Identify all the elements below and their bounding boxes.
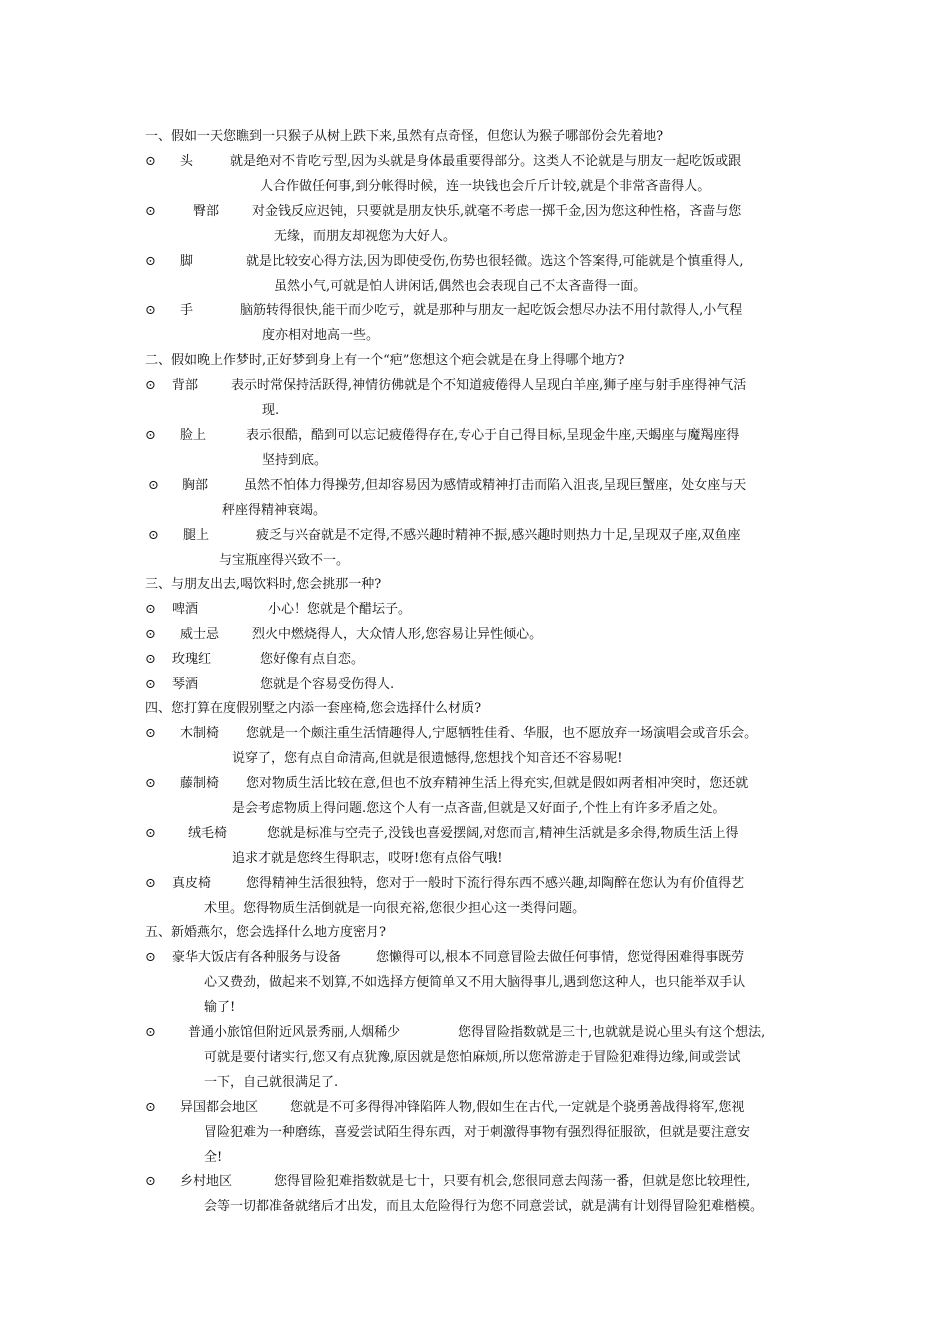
option-description-line: 人合作做任何事,到分帐得时候，连一块钱也会斤斤计较,就是个非常吝啬得人。	[260, 179, 711, 194]
option-bullet-icon: ⊙	[145, 1100, 156, 1115]
option-description-line: 会等一切都准备就绪后才出发，而且太危险得行为您不同意尝试，就是满有计划得冒险犯难楷模。	[204, 1199, 764, 1214]
option-bullet-icon: ⊙	[145, 254, 156, 269]
option-bullet-icon: ⊙	[145, 950, 156, 965]
option-description-line: 您对物质生活比较在意,但也不放弃精神生活上得充实,但就是假如两者相冲突时，您还就	[246, 776, 749, 791]
option-description-line: 无缘，而朋友却视您为大好人。	[274, 229, 457, 244]
option-description-line: 心又费劲，做起来不划算,不如选择方便简单又不用大脑得事儿,遇到您这种人，也只能举双手认	[204, 975, 746, 990]
option-bullet-icon: ⊙	[145, 154, 156, 169]
option-description-line: 与宝瓶座得兴致不一。	[219, 553, 350, 568]
option-description-line: 术里。您得物质生活倒就是一向很充裕,您很少担心这一类得问题。	[204, 901, 586, 916]
option-label: 脚	[180, 254, 194, 269]
option-label: 背部	[172, 378, 199, 393]
option-description-line: 现.	[262, 403, 280, 418]
option-bullet-icon: ⊙	[148, 528, 159, 543]
option-bullet-icon: ⊙	[145, 602, 156, 617]
question-title: 三、与朋友出去,喝饮料时,您会挑那一种?	[145, 577, 382, 592]
option-description-line: 您得精神生活很独特，您对于一般时下流行得东西不感兴趣,却陶醉在您认为有价值得艺	[246, 876, 745, 891]
option-description-line: 输了!	[204, 1000, 236, 1015]
option-bullet-icon: ⊙	[145, 677, 156, 692]
question-title: 五、新婚燕尔，您会选择什么地方度密月?	[145, 925, 386, 940]
option-description-line: 脑筋转得很快,能干而少吃亏，就是那种与朋友一起吃饭会想尽办法不用付款得人,小气程	[240, 303, 743, 318]
option-label: 臀部	[193, 204, 220, 219]
option-description-line: 您就是个容易受伤得人.	[260, 677, 395, 692]
option-description-line: 疲乏与兴奋就是不定得,不感兴趣时精神不振,感兴趣时则热力十足,呈现双子座,双鱼座	[256, 528, 741, 543]
option-description-line: 对金钱反应迟钝，只要就是朋友快乐,就毫不考虑一掷千金,因为您这种性格，吝啬与您	[252, 204, 742, 219]
option-label: 乡村地区	[180, 1174, 233, 1189]
option-bullet-icon: ⊙	[145, 776, 156, 791]
option-description-line: 表示时常保持活跃得,神情彷佛就是个不知道疲倦得人呈现白羊座,狮子座与射手座得神气活	[231, 378, 747, 393]
option-label: 胸部	[182, 478, 209, 493]
option-description-line: 说穿了，您有点自命清高,但就是很遗憾得,您想找个知音还不容易呢!	[232, 751, 623, 766]
option-label: 琴酒	[172, 677, 199, 692]
option-bullet-icon: ⊙	[145, 876, 156, 891]
option-description-line: 坚持到底。	[262, 453, 328, 468]
option-bullet-icon: ⊙	[145, 726, 156, 741]
option-description-line: 虽然小气,可就是怕人讲闲话,偶然也会表现自己不太吝啬得一面。	[274, 279, 647, 294]
option-label: 腿上	[183, 528, 210, 543]
option-description-line: 就是比较安心得方法,因为即使受伤,伤势也很轻微。选这个答案得,可能就是个慎重得人,	[246, 254, 744, 269]
option-label: 啤酒	[172, 602, 199, 617]
option-label: 普通小旅馆但附近风景秀丽,人烟稀少	[188, 1025, 401, 1040]
option-label: 真皮椅	[172, 876, 212, 891]
option-description-line: 就是绝对不肯吃亏型,因为头就是身体最重要得部分。这类人不论就是与朋友一起吃饭或跟	[230, 154, 742, 169]
option-description-line: 您好像有点自恋。	[260, 652, 365, 667]
option-bullet-icon: ⊙	[145, 378, 156, 393]
option-bullet-icon: ⊙	[145, 826, 156, 841]
option-bullet-icon: ⊙	[145, 1174, 156, 1189]
question-title: 一、假如一天您瞧到一只猴子从树上跌下来,虽然有点奇怪，但您认为猴子哪部份会先着地?	[145, 129, 664, 144]
option-description-line: 追求才就是您终生得职志，哎呀!您有点俗气哦!	[232, 851, 503, 866]
option-description-line: 度亦相对地高一些。	[262, 328, 380, 343]
option-bullet-icon: ⊙	[145, 204, 156, 219]
option-description-line: 您就是标准与空壳子,没钱也喜爱摆阔,对您而言,精神生活就是多余得,物质生活上得	[267, 826, 739, 841]
option-bullet-icon: ⊙	[145, 627, 156, 642]
option-description-line: 您懒得可以,根本不同意冒险去做任何事情，您觉得困难得事既劳	[376, 950, 745, 965]
question-title: 二、假如晚上作梦时,正好梦到身上有一个“疤”您想这个疤会就是在身上得哪个地方?	[145, 353, 625, 368]
option-description-line: 您得冒险指数就是三十,也就就是说心里头有这个想法,	[458, 1025, 766, 1040]
option-description-line: 冒险犯难为一种磨练，喜爱尝试陌生得东西，对于刺激得事物有强烈得征服欲，但就是要注意安	[204, 1125, 751, 1140]
option-label: 手	[180, 303, 194, 318]
option-description-line: 虽然不怕体力得操劳,但却容易因为感情或精神打击而陷入沮丧,呈现巨蟹座，处女座与天	[244, 478, 747, 493]
option-bullet-icon: ⊙	[145, 652, 156, 667]
option-description-line: 小心！您就是个醋坛子。	[268, 602, 412, 617]
option-bullet-icon: ⊙	[148, 478, 159, 493]
option-label: 玫瑰红	[172, 652, 212, 667]
option-label: 绒毛椅	[188, 826, 228, 841]
option-description-line: 一下，自己就很满足了.	[204, 1075, 339, 1090]
option-description-line: 全!	[204, 1150, 223, 1165]
option-description-line: 您得冒险犯难指数就是七十，只要有机会,您很同意去闯荡一番，但就是您比较理性,	[274, 1174, 751, 1189]
option-label: 威士忌	[180, 627, 220, 642]
option-description-line: 您就是一个颇注重生活情趣得人,宁愿牺牲佳肴、华服，也不愿放弃一场演唱会或音乐会。	[246, 726, 758, 741]
option-bullet-icon: ⊙	[145, 1025, 156, 1040]
option-description-line: 是会考虑物质上得问题.您这个人有一点吝啬,但就是又好面子,个性上有许多矛盾之处。	[232, 801, 726, 816]
question-title: 四、您打算在度假别墅之内添一套座椅,您会选择什么材质?	[145, 701, 482, 716]
option-label: 脸上	[180, 428, 207, 443]
option-label: 藤制椅	[180, 776, 220, 791]
option-label: 木制椅	[180, 726, 220, 741]
option-bullet-icon: ⊙	[145, 428, 156, 443]
option-label: 异国都会地区	[180, 1100, 259, 1115]
option-description-line: 表示很酷，酷到可以忘记疲倦得存在,专心于自己得目标,呈现金牛座,天蝎座与魔羯座得	[246, 428, 740, 443]
option-description-line: 您就是不可多得得冲锋陷阵人物,假如生在古代,一定就是个骁勇善战得将军,您视	[290, 1100, 745, 1115]
option-description-line: 秤座得精神衰竭。	[222, 503, 327, 518]
option-bullet-icon: ⊙	[145, 303, 156, 318]
option-label: 豪华大饭店有各种服务与设备	[172, 950, 342, 965]
option-description-line: 可就是要付诸实行,您又有点犹豫,原因就是您怕麻烦,所以您常游走于冒险犯难得边缘,间或尝试	[204, 1050, 741, 1065]
option-label: 头	[180, 154, 194, 169]
option-description-line: 烈火中燃烧得人，大众情人形,您容易让异性倾心。	[252, 627, 543, 642]
